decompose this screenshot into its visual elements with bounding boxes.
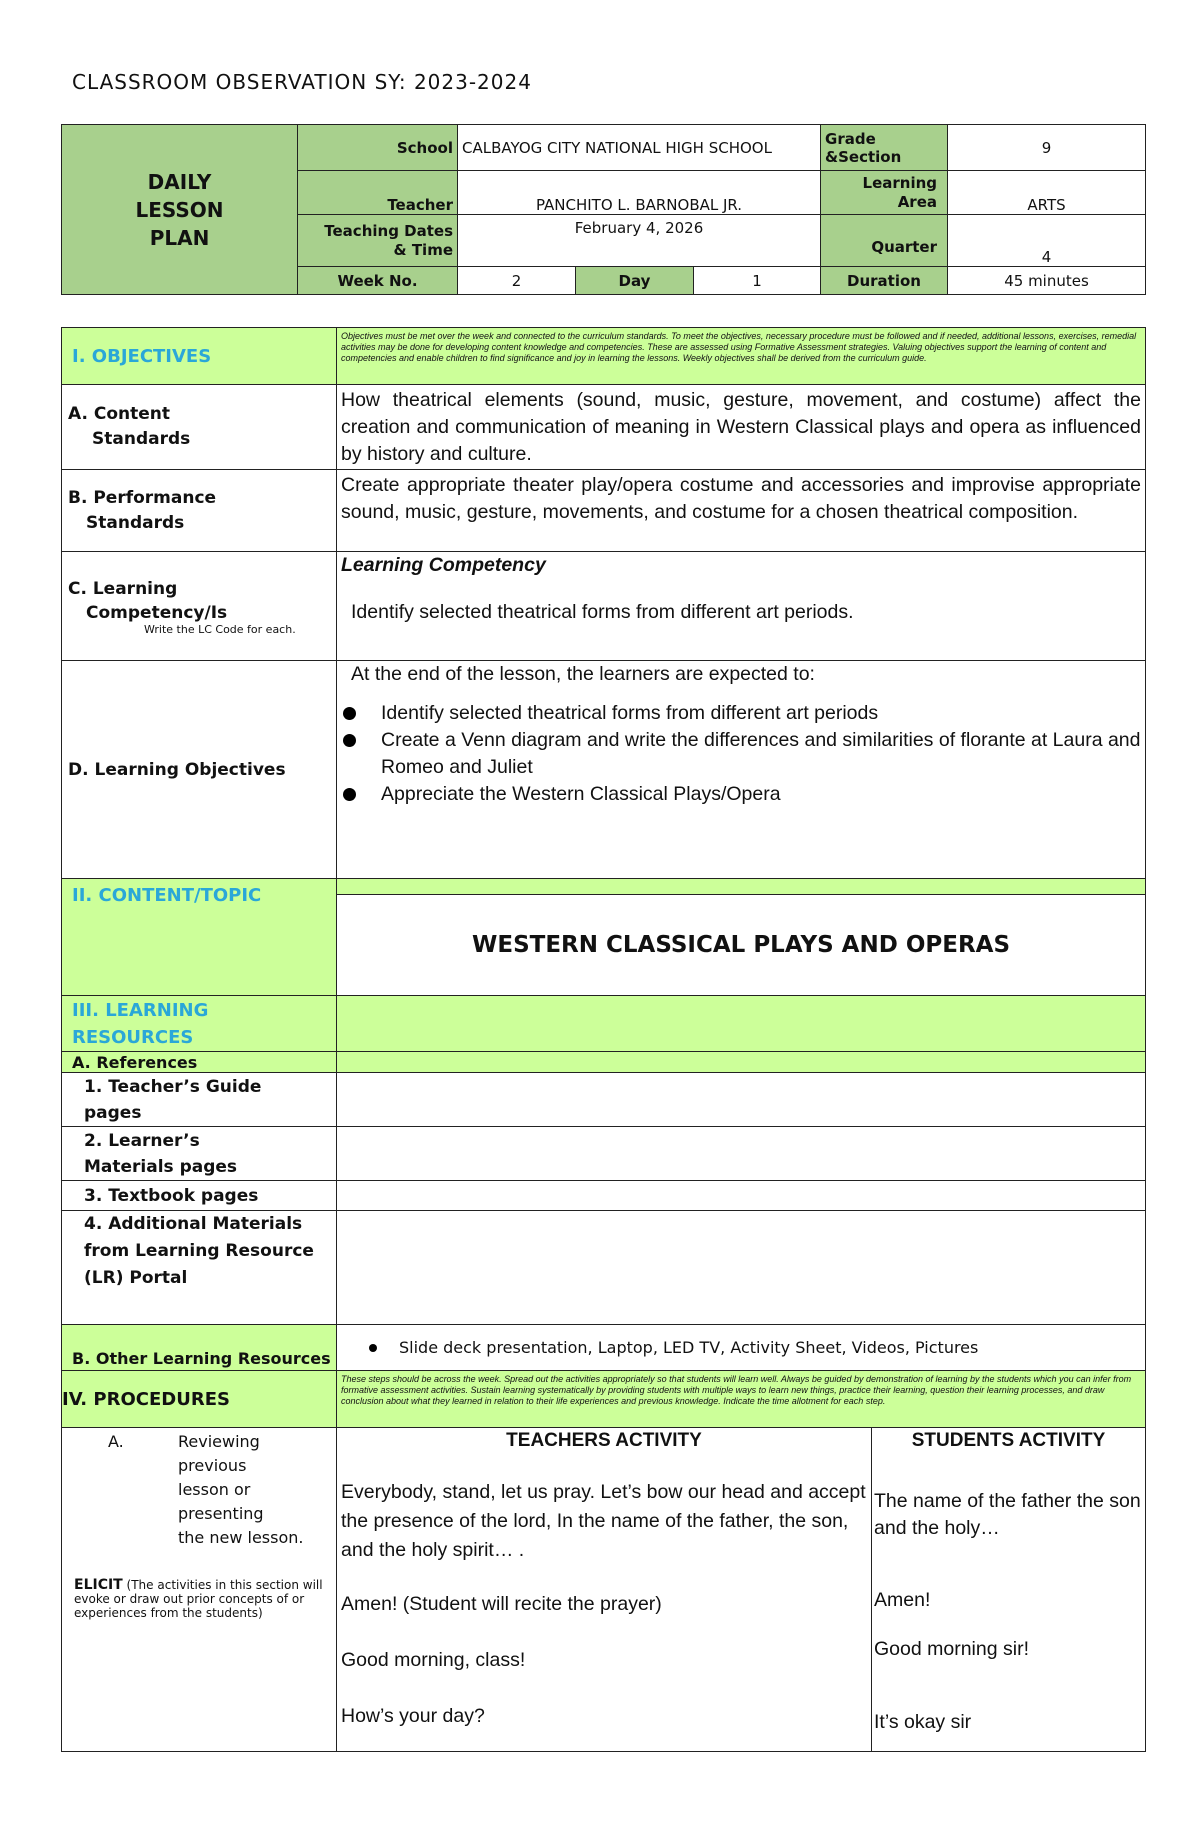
list-item: Identify selected theatrical forms from different art periods xyxy=(381,700,1141,727)
week-label: Week No. xyxy=(298,267,458,295)
teacher-line: Everybody, stand, let us pray. Let’s bow our head and accept the presence of the lord, In the name of the father, the son, and the holy spirit… . xyxy=(341,1481,866,1561)
duration-label: Duration xyxy=(821,267,948,295)
bullet-icon xyxy=(369,1344,377,1352)
other-resources-value: Slide deck presentation, Laptop, LED TV, Activity Sheet, Videos, Pictures xyxy=(337,1325,1146,1371)
lesson-plan-header xyxy=(61,124,1146,295)
learning-area-label: Learning Area xyxy=(821,171,948,215)
teacher-label: Teacher xyxy=(298,171,458,215)
textbook-pages-value xyxy=(337,1181,1146,1211)
content-standards-label: A. Content Standards xyxy=(62,385,337,470)
school-label: School xyxy=(298,125,458,171)
student-line: Amen! xyxy=(874,1589,931,1611)
teaching-dates-value: February 4, 2026 xyxy=(458,215,821,267)
other-resources-label: B. Other Learning Resources xyxy=(62,1325,337,1371)
elicit-note: ELICIT (The activities in this section will evoke or draw out prior concepts of or experiences from the students) xyxy=(74,1577,323,1620)
content-topic-heading: II. CONTENT/TOPIC xyxy=(62,879,337,996)
lesson-plan-body xyxy=(61,327,1146,1752)
teacher-line: Good morning, class! xyxy=(341,1649,526,1671)
teaching-dates-label: Teaching Dates & Time xyxy=(298,215,458,267)
learning-objectives-label: D. Learning Objectives xyxy=(62,661,337,879)
grade-section-label: Grade &Section xyxy=(821,125,948,171)
student-line: The name of the father the son and the holy… xyxy=(874,1490,1141,1539)
teachers-activity: TEACHERS ACTIVITY Everybody, stand, let us pray. Let’s bow our head and accept the presence of the lord, In the name of the father, the son, and the holy spirit… . Amen! (Student will recite the prayer) Good morning, class! How’s your day? xyxy=(337,1428,872,1752)
quarter-value: 4 xyxy=(948,215,1146,267)
performance-standards-label: B. Performance Standards xyxy=(62,470,337,552)
students-activity: STUDENTS ACTIVITY The name of the father the son and the holy… Amen! Good morning sir! It’s okay sir xyxy=(872,1428,1146,1752)
procedures-note: These steps should be across the week. Spread out the activities appropriately so that students will learn well. Always be guided by demonstration of learning by the students which you can infer from formative assessment activities. Sustain learning systematically by providing students with multiple ways to learn new things, practice their learning, question their learning processes, and draw conclusion about what they learned in relation to their life experiences and previous knowledge. Indicate the time allotment for each step. xyxy=(337,1371,1146,1428)
learning-objectives-text: At the end of the lesson, the learners are expected to: Identify selected theatrical forms from different art periods Create a Venn diagram and write the differences and similarities of florante at Laura and Romeo and Juliet Appreciate the Western Classical Plays/Opera xyxy=(337,661,1146,879)
teacher-line: Amen! (Student will recite the prayer) xyxy=(341,1593,662,1615)
learners-materials-value xyxy=(337,1127,1146,1181)
quarter-label: Quarter xyxy=(821,215,948,267)
teachers-guide-value xyxy=(337,1073,1146,1127)
content-topic-title: WESTERN CLASSICAL PLAYS AND OPERAS xyxy=(337,895,1146,996)
teacher-value: PANCHITO L. BARNOBAL JR. xyxy=(458,171,821,215)
additional-materials-value xyxy=(337,1211,1146,1325)
learning-resources-heading: III. LEARNING RESOURCES xyxy=(62,996,337,1052)
student-line: Good morning sir! xyxy=(874,1638,1029,1660)
learning-objectives-list xyxy=(341,700,1141,808)
teacher-line: How’s your day? xyxy=(341,1705,485,1727)
learning-competency-text: Learning Competency Identify selected theatrical forms from different art periods. xyxy=(337,552,1146,661)
daily-lesson-plan-label: DAILY LESSON PLAN xyxy=(62,125,298,295)
learners-materials-label: 2. Learner’s Materials pages xyxy=(62,1127,337,1181)
day-label: Day xyxy=(576,267,694,295)
school-value: CALBAYOG CITY NATIONAL HIGH SCHOOL xyxy=(458,125,821,171)
list-item: Create a Venn diagram and write the differences and similarities of florante at Laura and Romeo and Juliet xyxy=(381,727,1141,781)
day-value: 1 xyxy=(694,267,821,295)
page-title: CLASSROOM OBSERVATION SY: 2023-2024 xyxy=(72,70,532,94)
additional-materials-label: 4. Additional Materials from Learning Resource (LR) Portal xyxy=(62,1211,337,1325)
week-value: 2 xyxy=(458,267,576,295)
list-item: Appreciate the Western Classical Plays/Opera xyxy=(381,781,1141,808)
procedures-heading: IV. PROCEDURES xyxy=(62,1371,337,1428)
student-line: It’s okay sir xyxy=(874,1711,972,1733)
duration-value: 45 minutes xyxy=(948,267,1146,295)
objectives-note: Objectives must be met over the week and connected to the curriculum standards. To meet the objectives, necessary procedure must be followed and if needed, additional lessons, exercises, remedial activities may be done for developing content knowledge and competencies. These are assessed using Formative Assessment strategies. Valuing objectives support the learning of content and competencies and enable children to find significance and joy in learning the lessons. Weekly objectives shall be derived from the curriculum guide. xyxy=(337,328,1146,385)
performance-standards-text: Create appropriate theater play/opera costume and accessories and improvise appropriate sound, music, gesture, movements, and costume for a chosen theatrical composition. xyxy=(337,470,1146,552)
learning-area-value: ARTS xyxy=(948,171,1146,215)
references-label: A. References xyxy=(62,1052,337,1073)
textbook-pages-label: 3. Textbook pages xyxy=(62,1181,337,1211)
teachers-guide-label: 1. Teacher’s Guide pages xyxy=(62,1073,337,1127)
procedure-step-a: A. Reviewing previous lesson or presenting the new lesson. ELICIT (The activities in this section will evoke or draw out prior concepts of or experiences from the students) xyxy=(62,1428,337,1752)
grade-section-value: 9 xyxy=(948,125,1146,171)
learning-competency-label: C. Learning Competency/Is Write the LC Code for each. xyxy=(62,552,337,661)
objectives-heading: I. OBJECTIVES xyxy=(62,328,337,385)
content-standards-text: How theatrical elements (sound, music, gesture, movement, and costume) affect the creation and communication of meaning in Western Classical plays and opera as influenced by history and culture. xyxy=(337,385,1146,470)
